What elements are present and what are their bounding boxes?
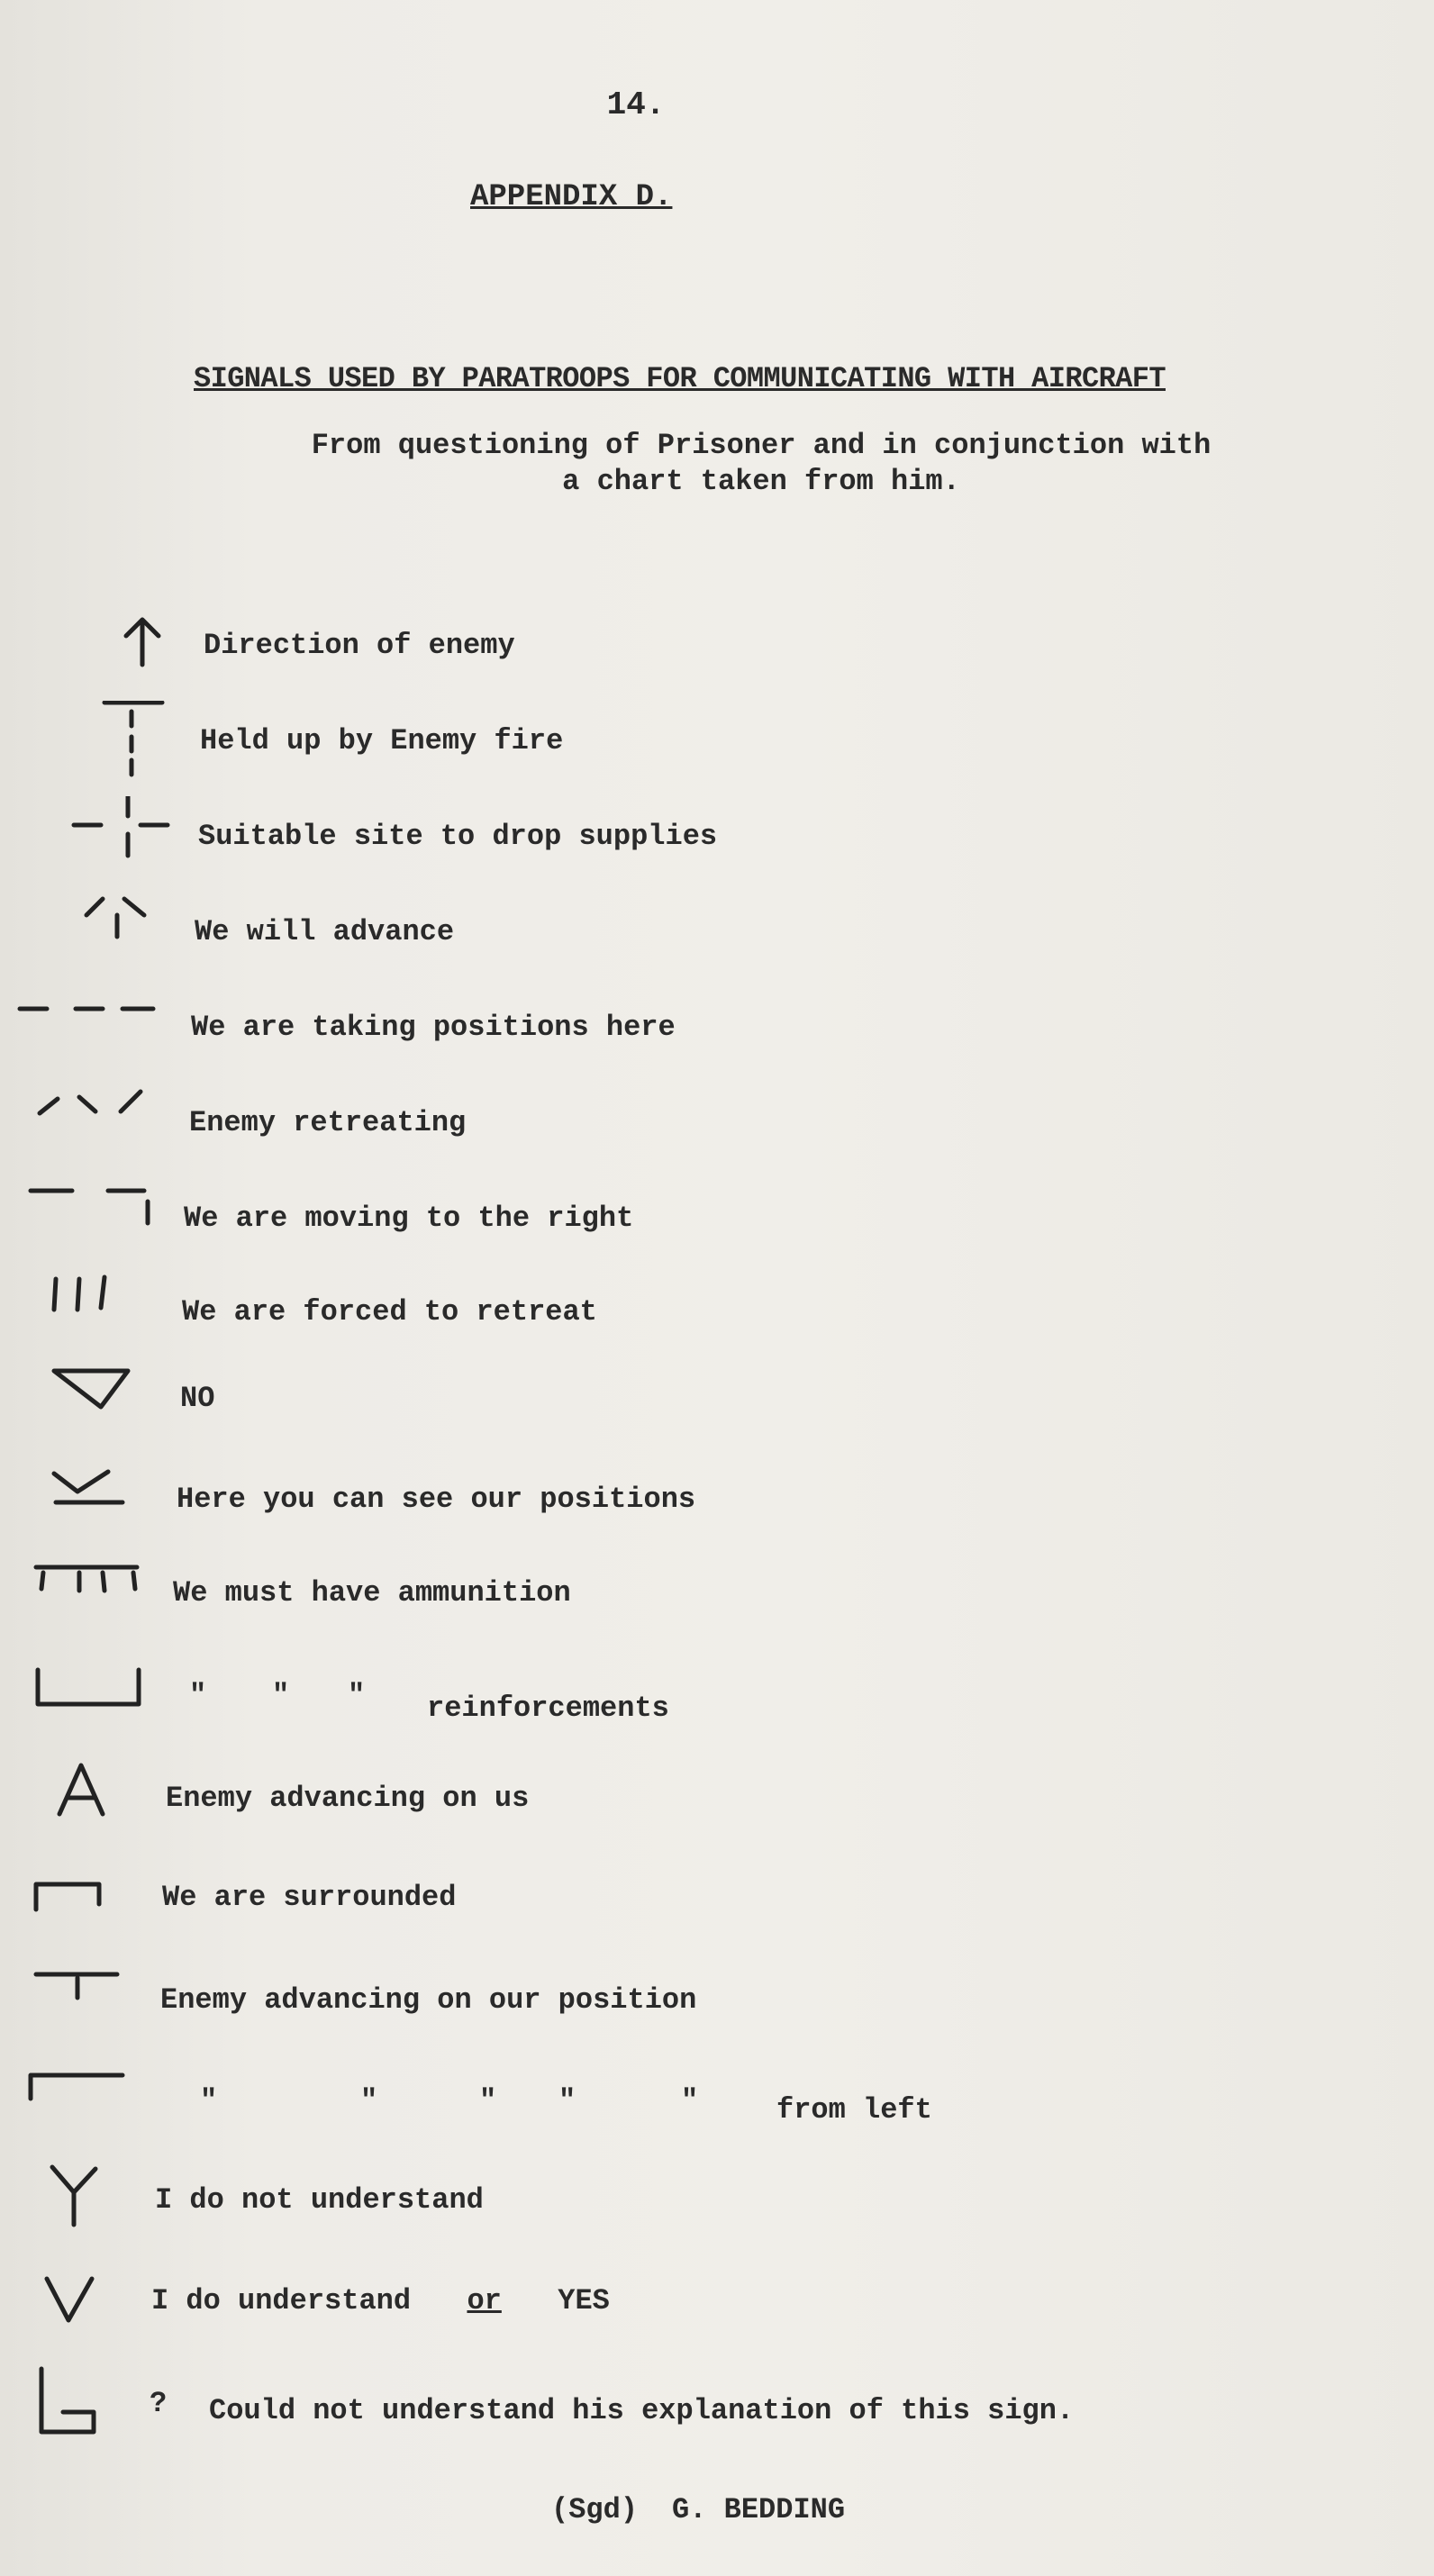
signal-meaning: We must have ammunition xyxy=(173,1576,571,1610)
signal-meaning: Here you can see our positions xyxy=(177,1483,696,1516)
three-bars-icon xyxy=(0,1272,198,1362)
signal-row xyxy=(0,987,1434,1077)
page-number: 14. xyxy=(606,86,666,123)
signal-row xyxy=(0,2360,1434,2450)
ditto-mark: " xyxy=(558,2084,576,2118)
signal-row xyxy=(0,2162,1434,2252)
signal-meaning: We are taking positions here xyxy=(191,1011,676,1044)
signal-row xyxy=(0,892,1434,982)
ditto-mark: " xyxy=(360,2084,378,2118)
ditto-mark: " xyxy=(479,2084,497,2118)
zigzag-icon xyxy=(0,1083,198,1173)
tray-icon xyxy=(0,1655,198,1746)
ditto-mark: " xyxy=(272,1679,290,1712)
meaning-text: I do understand xyxy=(151,2284,412,2317)
signal-meaning: reinforcements xyxy=(427,1692,669,1725)
meaning-or: or xyxy=(467,2284,502,2317)
ditto-mark: " xyxy=(681,2084,699,2118)
signal-row xyxy=(0,1758,1434,1848)
ditto-mark: " xyxy=(189,1679,207,1712)
signal-meaning: Suitable site to drop supplies xyxy=(198,820,718,853)
signal-meaning: Could not understand his explanation of this sign. xyxy=(209,2394,1075,2427)
signal-row xyxy=(0,2054,1434,2144)
signal-row xyxy=(0,1272,1434,1362)
signal-meaning: Enemy advancing on our position xyxy=(160,1983,697,2017)
signal-row xyxy=(0,2261,1434,2351)
ditto-mark: " xyxy=(200,2084,218,2118)
signal-meaning: I do not understand xyxy=(155,2183,484,2217)
signal-meaning: NO xyxy=(180,1382,215,1415)
document-heading: SIGNALS USED BY PARATROOPS FOR COMMUNICATING WITH AIRCRAFT xyxy=(194,362,1166,395)
signal-row xyxy=(0,796,1434,886)
signal-row xyxy=(0,1358,1434,1448)
v-bar-icon xyxy=(0,1459,198,1549)
dashed-line-icon xyxy=(0,987,198,1077)
corner-left-icon xyxy=(0,2054,198,2144)
meaning-yes: YES xyxy=(558,2284,610,2317)
subheading-line-2: a chart taken from him. xyxy=(562,465,960,498)
signal-row xyxy=(0,1960,1434,2050)
subheading-line-1: From questioning of Prisoner and in conjunction with xyxy=(311,429,1212,462)
comb-down-icon xyxy=(0,1553,198,1643)
t-bar-icon xyxy=(0,701,198,791)
appendix-title: APPENDIX D. xyxy=(470,180,673,214)
signal-meaning: Enemy retreating xyxy=(189,1106,467,1139)
arrow-up-icon xyxy=(0,605,198,695)
signal-row xyxy=(0,1083,1434,1173)
split-arrow-icon xyxy=(0,892,198,982)
signal-meaning xyxy=(151,2284,610,2317)
ditto-mark: " xyxy=(348,1679,366,1712)
signal-meaning: Direction of enemy xyxy=(204,629,515,662)
signal-row xyxy=(0,701,1434,791)
bracket-step-icon xyxy=(0,2360,198,2450)
signal-meaning: Held up by Enemy fire xyxy=(200,724,564,757)
triangle-down-icon xyxy=(0,1358,198,1448)
signal-meaning: We are surrounded xyxy=(162,1881,457,1914)
signal-row xyxy=(0,1553,1434,1643)
signal-row xyxy=(0,1655,1434,1746)
signature-line xyxy=(551,2493,845,2526)
signal-meaning: We are forced to retreat xyxy=(182,1295,597,1329)
signal-row xyxy=(0,1857,1434,1947)
signature-name: G. BEDDING xyxy=(672,2493,846,2526)
cross-dashed-icon xyxy=(0,796,198,886)
signal-meaning: We are moving to the right xyxy=(184,1202,634,1235)
signal-row xyxy=(0,1178,1434,1268)
signal-meaning: We will advance xyxy=(195,915,455,948)
dash-corner-right-icon xyxy=(0,1178,198,1268)
signal-meaning: from left xyxy=(776,2093,932,2127)
signal-row xyxy=(0,1459,1434,1549)
document-subheading xyxy=(243,428,1279,500)
signal-row xyxy=(0,605,1434,695)
question-mark: ? xyxy=(150,2387,168,2420)
signature-prefix: (Sgd) xyxy=(551,2493,639,2526)
signal-meaning: Enemy advancing on us xyxy=(166,1782,530,1815)
